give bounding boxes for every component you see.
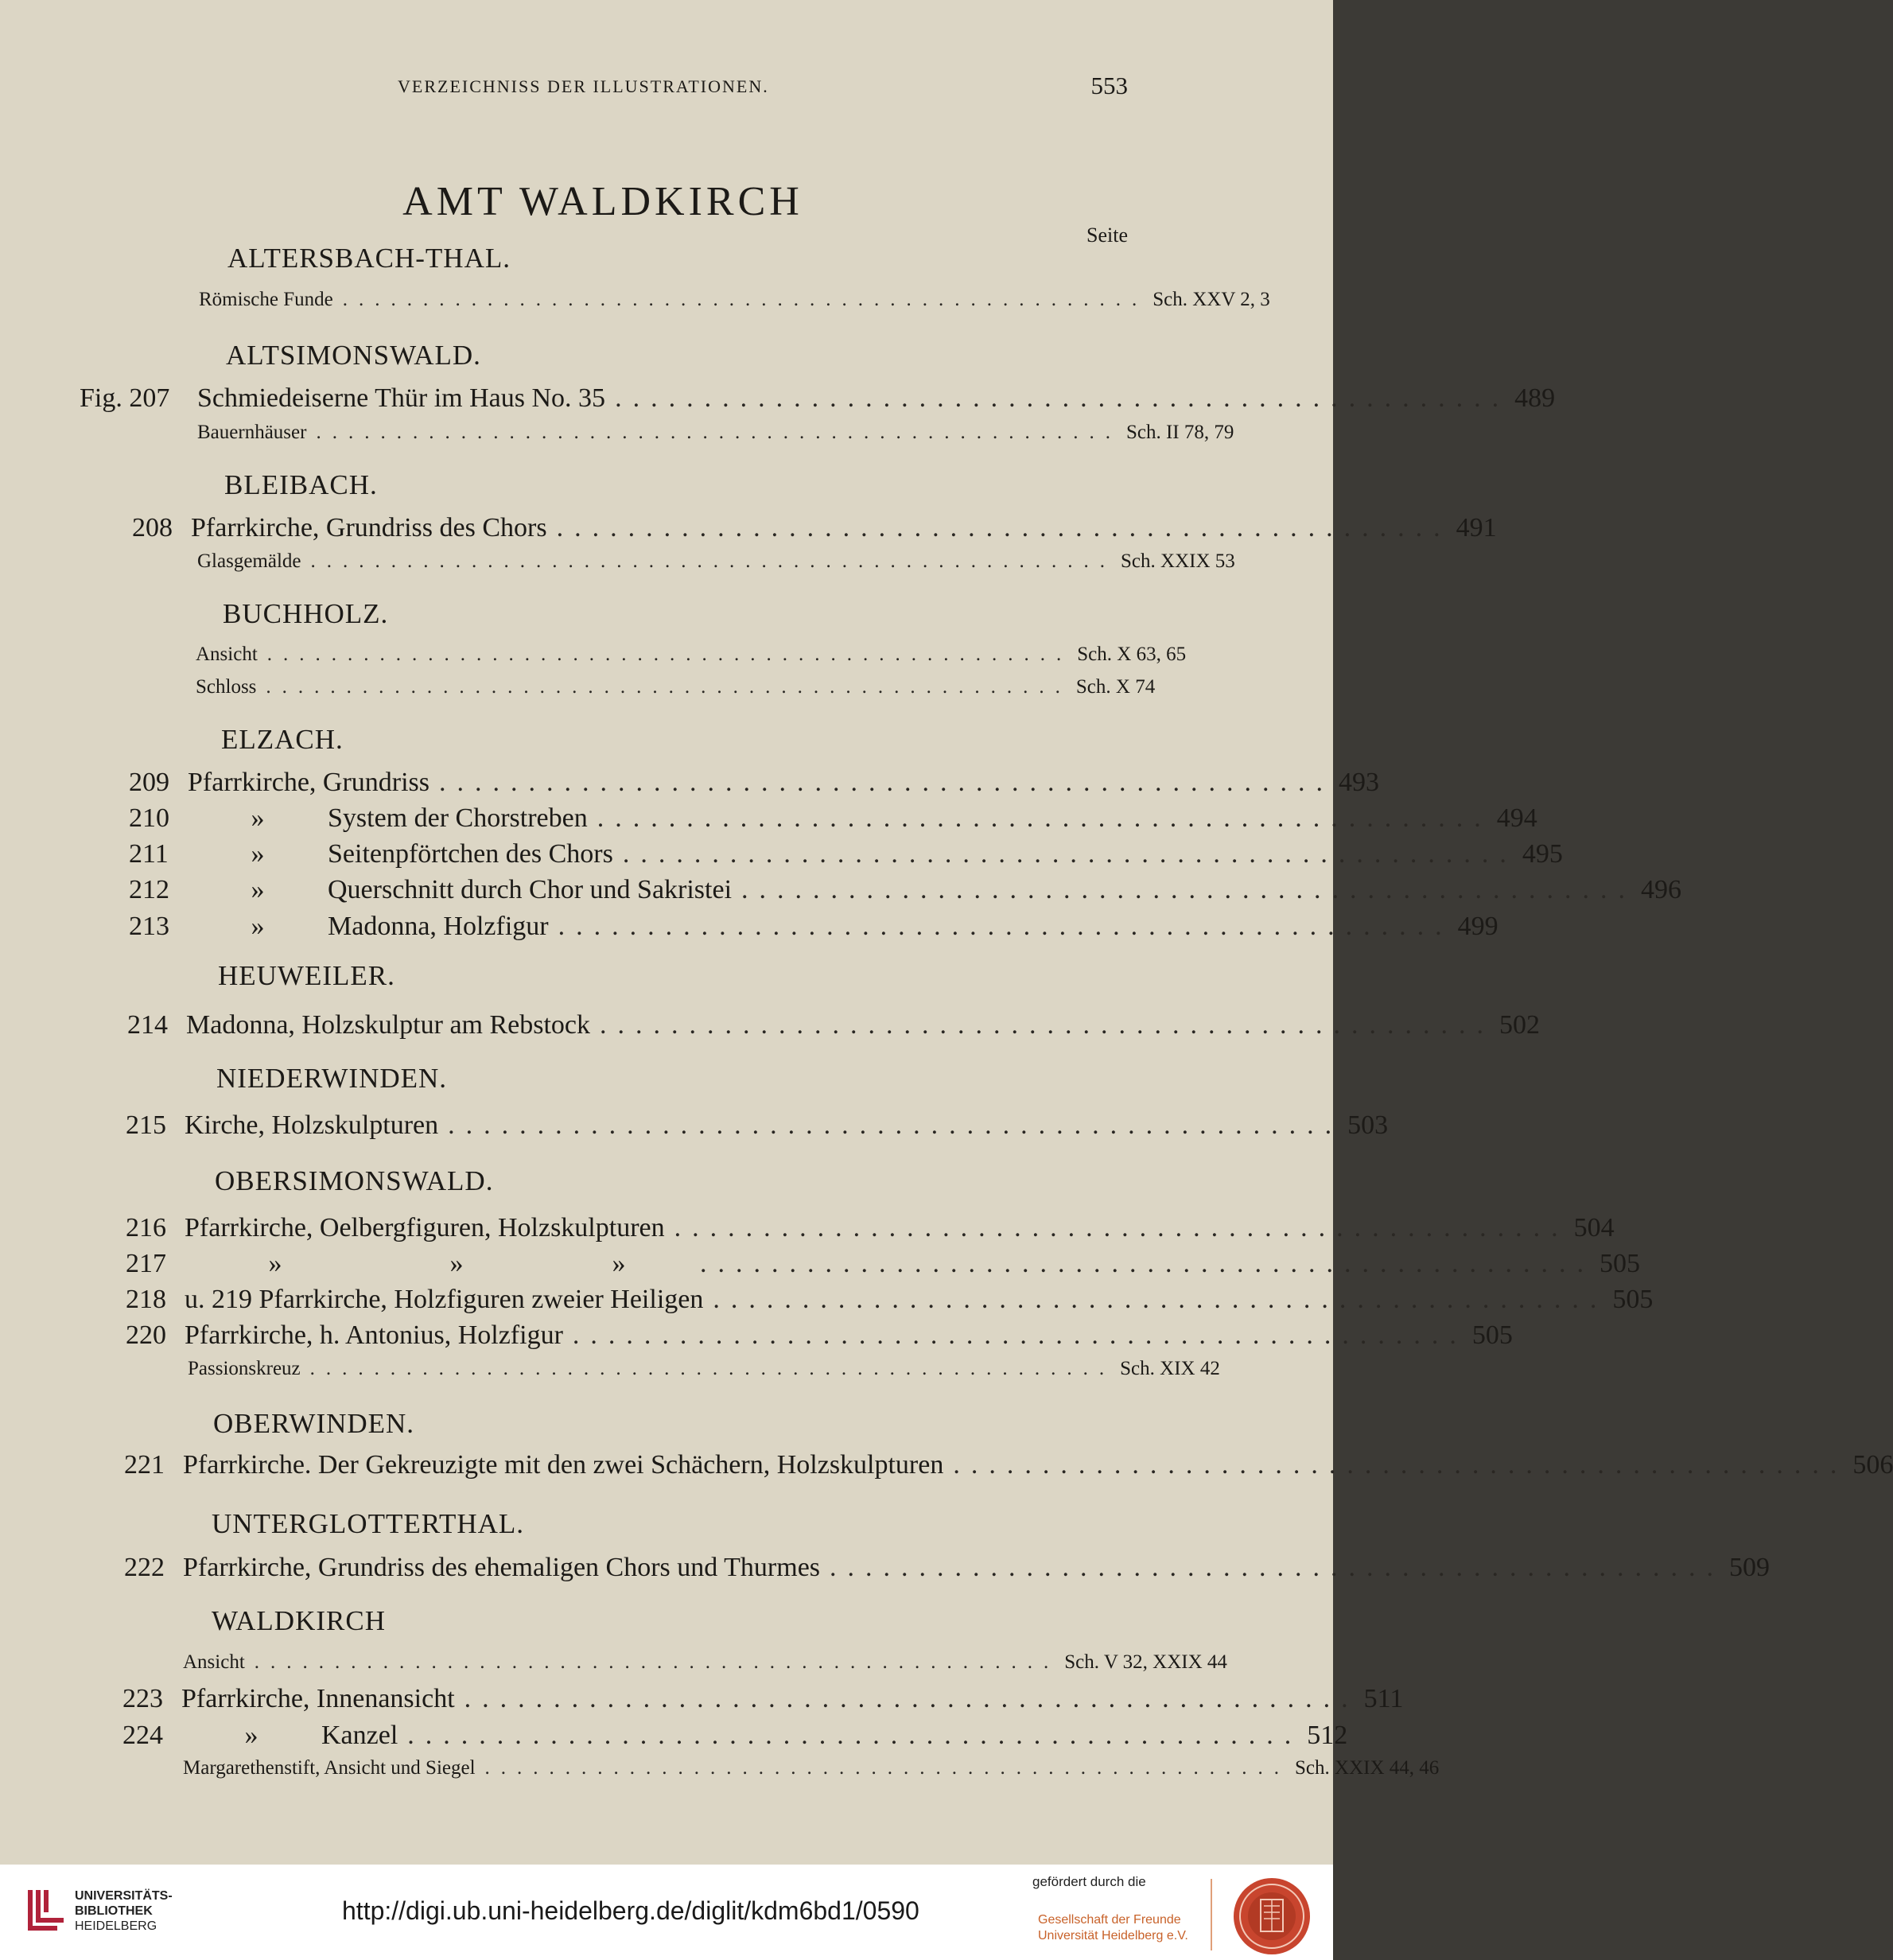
list-item: 223 Pfarrkirche, Innenansicht .................................................. 511: [122, 1684, 1404, 1713]
section-heading: ALTERSBACH-THAL.: [227, 243, 511, 274]
list-item: Passionskreuz .................................................. Sch. XIX 42: [188, 1358, 1220, 1379]
section-heading: OBERSIMONSWALD.: [215, 1165, 494, 1196]
section-heading: OBERWINDEN.: [213, 1408, 415, 1439]
section-heading: BLEIBACH.: [224, 469, 378, 500]
list-item: 224 » Kanzel .................................................. 512: [122, 1721, 1348, 1750]
list-item: 214 Madonna, Holzskulptur am Rebstock .................................................. 502: [127, 1010, 1541, 1040]
library-name: UNIVERSITÄTS- BIBLIOTHEK HEIDELBERG: [75, 1889, 173, 1933]
list-item: 209 Pfarrkirche, Grundriss .................................................. 493: [129, 768, 1380, 797]
list-item: Ansicht .................................................. Sch. X 63, 65: [196, 644, 1187, 665]
footer-divider: [1211, 1879, 1212, 1950]
section-heading: ALTSIMONSWALD.: [226, 340, 481, 371]
list-item: 218 u. 219 Pfarrkirche, Holzfiguren zweier Heiligen .................................................. 505: [126, 1285, 1654, 1314]
page-number: 553: [1090, 72, 1128, 99]
page-title: AMT WALDKIRCH: [402, 179, 803, 224]
list-item: Margarethenstift, Ansicht und Siegel .................................................. Sch. XXIX 44, 46: [183, 1757, 1440, 1779]
section-heading: BUCHHOLZ.: [223, 598, 389, 629]
university-seal-icon: [1229, 1876, 1315, 1957]
footer-bar: [0, 1865, 1333, 1960]
section-heading: NIEDERWINDEN.: [216, 1063, 448, 1094]
list-item: Schloss .................................................. Sch. X 74: [196, 676, 1156, 698]
list-item: 216 Pfarrkirche, Oelbergfiguren, Holzskulpturen .................................................. 504: [126, 1213, 1615, 1242]
library-logo-icon: [25, 1887, 67, 1938]
list-item: 217 » » » .................................................. 505: [126, 1249, 1640, 1278]
list-item: 212 » Querschnitt durch Chor und Sakristei .................................................. 496: [129, 875, 1682, 904]
list-item: 220 Pfarrkirche, h. Antonius, Holzfigur .................................................. 505: [126, 1320, 1513, 1350]
list-item: 215 Kirche, Holzskulpturen .................................................. 503: [126, 1110, 1389, 1140]
section-heading: ELZACH.: [221, 724, 344, 755]
section-heading: UNTERGLOTTERTHAL.: [212, 1508, 525, 1539]
running-header: VERZEICHNISS DER ILLUSTRATIONEN.: [398, 76, 769, 96]
list-item: 222 Pfarrkirche, Grundriss des ehemaligen Chors und Thurmes .................................................. 509: [124, 1553, 1771, 1582]
column-label-seite: Seite: [1086, 224, 1128, 247]
section-heading: WALDKIRCH: [212, 1605, 386, 1636]
list-item: Fig. 207 Schmiedeiserne Thür im Haus No. 35 .................................................. 489: [80, 383, 1556, 413]
list-item: Glasgemälde .................................................. Sch. XXIX 53: [197, 550, 1235, 572]
list-item: 211 » Seitenpförtchen des Chors .................................................. 495: [129, 839, 1563, 869]
list-item: Römische Funde .................................................. Sch. XXV 2, 3: [199, 289, 1270, 310]
list-item: Ansicht .................................................. Sch. V 32, XXIX 44: [183, 1651, 1227, 1673]
list-item: Bauernhäuser .................................................. Sch. II 78, 79: [197, 422, 1234, 443]
permalink-url[interactable]: http://digi.ub.uni-heidelberg.de/diglit/kdm6bd1/0590: [342, 1896, 919, 1925]
list-item: 208 Pfarrkirche, Grundriss des Chors .................................................. 491: [132, 513, 1497, 542]
list-item: 210 » System der Chorstreben .................................................. 494: [129, 803, 1537, 833]
list-item: 213 » Madonna, Holzfigur .................................................. 499: [129, 912, 1498, 941]
list-item: 221 Pfarrkirche. Der Gekreuzigte mit den zwei Schächern, Holzskulpturen .................................................. 506: [124, 1450, 1893, 1480]
section-heading: HEUWEILER.: [218, 960, 395, 991]
sponsor-name: Gesellschaft der Freunde Universität Heidelberg e.V.: [1038, 1913, 1188, 1942]
sponsor-label: gefördert durch die: [1032, 1874, 1146, 1889]
